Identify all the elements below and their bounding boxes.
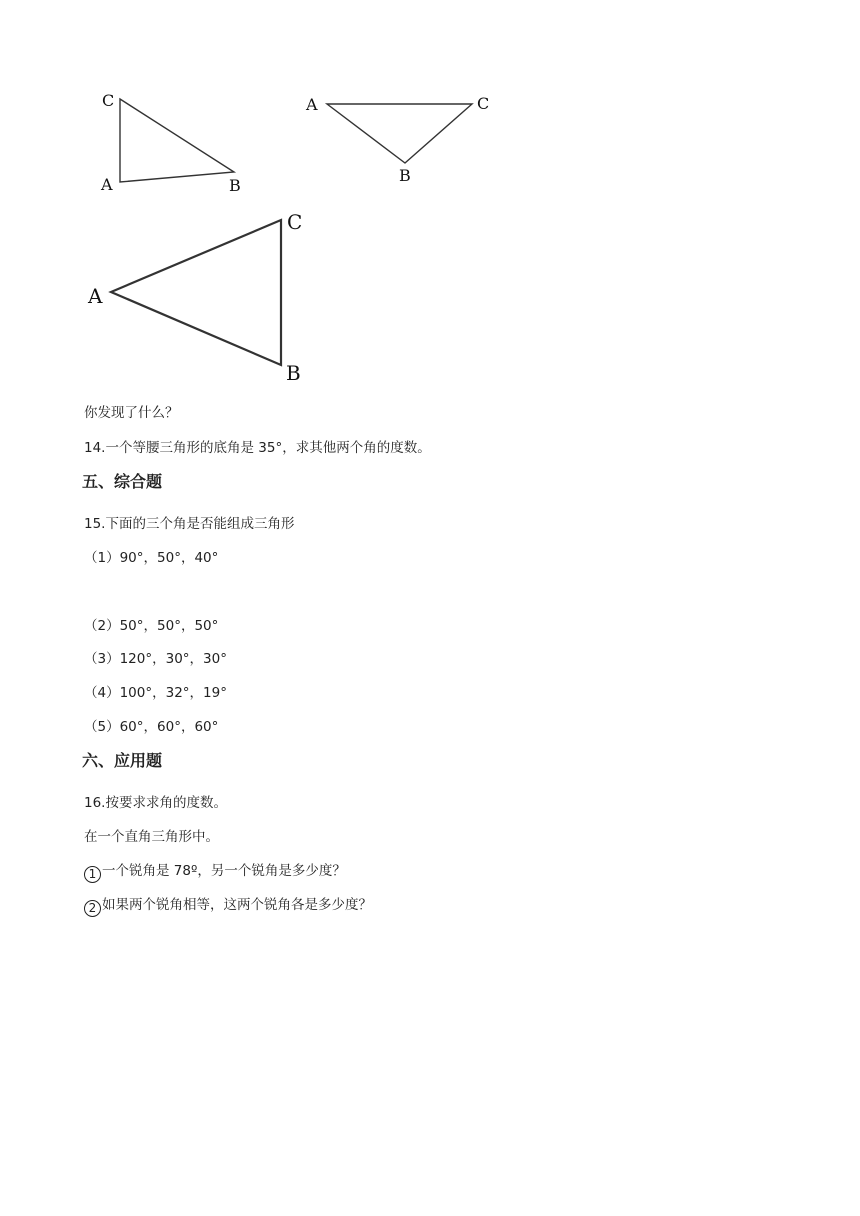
- question-14: 14.一个等腰三角形的底角是 35°，求其他两个角的度数。: [84, 440, 431, 456]
- question-16-stem: 16.按要求求角的度数。: [84, 795, 227, 811]
- question-16-sub-1: [84, 862, 346, 883]
- triangle-2-label-a: A: [306, 95, 318, 114]
- triangle-figures-svg: [0, 0, 860, 400]
- triangle-figures: [0, 0, 860, 400]
- question-16-sub-2: [84, 896, 372, 917]
- question-15-item-1: （1）90°，50°，40°: [84, 550, 219, 566]
- triangle-1: [120, 99, 234, 182]
- question-15-item-5: （5）60°，60°，60°: [84, 719, 219, 735]
- question-16-intro: 在一个直角三角形中。: [84, 829, 219, 845]
- triangle-3: [111, 220, 281, 365]
- triangle-1-label-c: C: [102, 91, 115, 110]
- section-6-heading: 六、应用题: [82, 751, 163, 770]
- triangle-1-label-b: B: [229, 176, 241, 195]
- triangle-3-label-c: C: [287, 210, 303, 234]
- circled-number-2: 2: [84, 900, 101, 917]
- triangle-2-label-b: B: [399, 166, 411, 185]
- question-16-sub-2-text: 如果两个锐角相等，这两个锐角各是多少度？: [102, 897, 372, 913]
- triangle-3-label-a: A: [88, 284, 103, 308]
- question-15-stem: 15.下面的三个角是否能组成三角形: [84, 516, 295, 532]
- triangle-1-label-a: A: [101, 175, 113, 194]
- question-15-item-2: （2）50°，50°，50°: [84, 618, 219, 634]
- question-15-item-3: （3）120°，30°，30°: [84, 651, 227, 667]
- circled-number-1: 1: [84, 866, 101, 883]
- triangle-2-label-c: C: [477, 94, 490, 113]
- q13-prompt: 你发现了什么？: [84, 405, 179, 421]
- triangle-3-label-b: B: [286, 361, 301, 385]
- triangle-2: [327, 104, 472, 163]
- question-15-item-4: （4）100°，32°，19°: [84, 685, 227, 701]
- question-16-sub-1-text: 一个锐角是 78º，另一个锐角是多少度？: [102, 863, 346, 879]
- section-5-heading: 五、综合题: [82, 472, 163, 491]
